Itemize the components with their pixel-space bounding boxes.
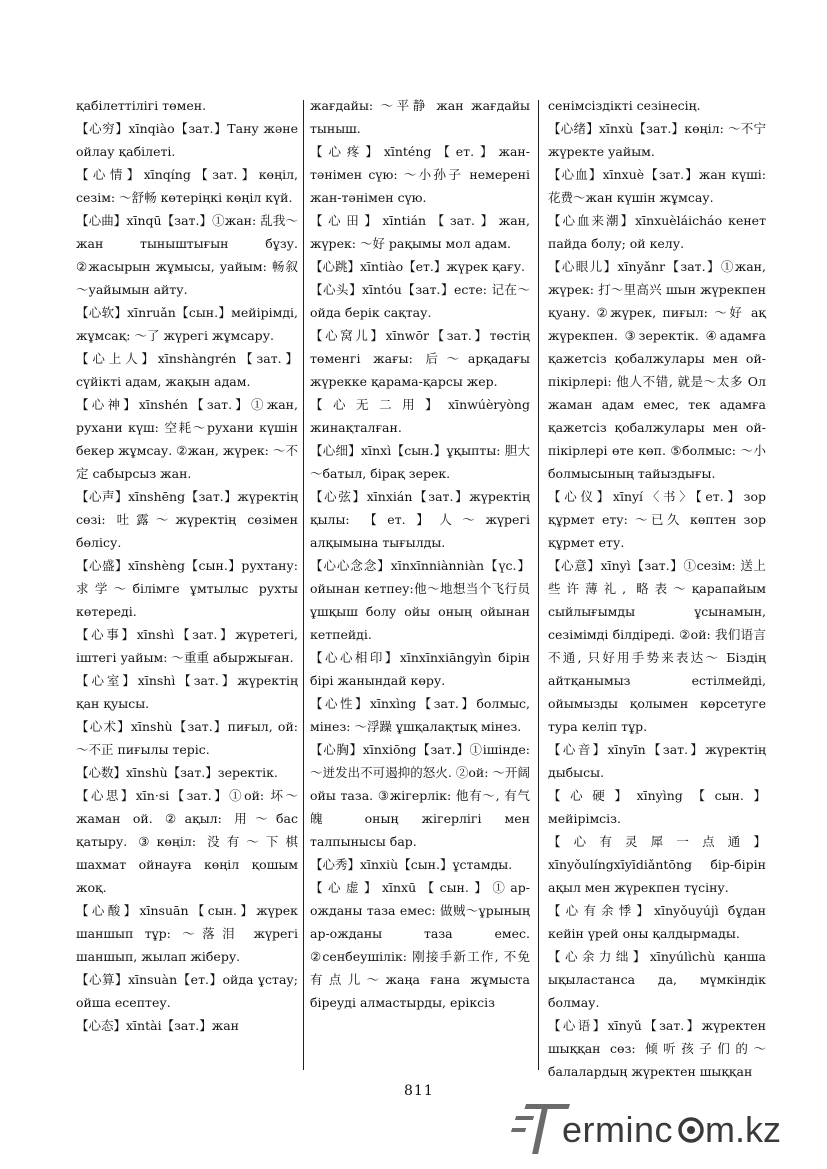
dictionary-entry: 【心性】xīnxìng【зат.】болмыс, мінез: ～浮躁 ұшқалақтық мінез.	[310, 696, 530, 734]
dictionary-entry: 【心窝儿】xīnwōr【зат.】төстің төменгі жағы: 后～арқадағы жүрекке қарама-қарсы жер.	[310, 328, 530, 389]
dictionary-entry: 【心绪】xīnxù【зат.】көңіл: ～不宁 жүректе уайым.	[548, 121, 766, 159]
dictionary-entry: қабілеттілігі төмен.	[76, 98, 207, 113]
dictionary-entry: 【心心念念】xīnxīnniànniàn【үс.】ойынан кетпеу:他～地想当个飞行员 ұшқыш болу ойы оның ойынан кетпейді.	[310, 558, 530, 642]
dictionary-entry: 【心血】xīnxuè【зат.】жан күші: 花费～жан күшін жұмсау.	[548, 167, 766, 205]
dictionary-entry: 【心虚】xīnxū【сын.】①ар-ожданы таза емес: 做贼～ұрының ар-ожданы таза емес. ②сенбеушілік: 刚接手新工作, 不免有点儿～жаңа ғана жұмыста біреуді алмастырды, еріксіз	[310, 880, 530, 1010]
dictionary-entry: 【心仪】xīnyí〈书〉【ет.】зор құрмет ету: ～已久 көптен зор құрмет ету.	[548, 489, 766, 550]
svg-text:erminc: erminc	[562, 1109, 674, 1150]
dictionary-entry: 【心跳】xīntiào【ет.】жүрек қағу.	[310, 259, 526, 274]
column-divider	[538, 100, 539, 1070]
dictionary-entry: 【心盛】xīnshèng【сын.】рухтану: 求学～білімге ұмтылыс рухты көтереді.	[76, 558, 298, 619]
svg-text:m.kz: m.kz	[705, 1109, 781, 1150]
dictionary-entry: 【心音】xīnyīn【зат.】жүректің дыбысы.	[548, 742, 766, 780]
dictionary-entry: 【心穷】xīnqiào【зат.】Тану және ойлау қабілеті.	[76, 121, 298, 159]
dictionary-entry: 【心思】xīn·si【зат.】①ой: 坏～жаман ой. ②ақыл: 用～бас қатыру. ③көңіл: 没有～下棋 шахмат ойнауға көңіл қошым жоқ.	[76, 788, 298, 895]
dictionary-entry: 【心无二用】xīnwúèryòng жинақталған.	[310, 397, 530, 435]
dictionary-entry: 【心情】xīnqíng【зат.】көңіл, сезім: ～舒畅 көтеріңкі көңіл күй.	[76, 167, 298, 205]
dictionary-entry: 【心声】xīnshēng【зат.】жүректің сөзі: 吐露～жүректің сөзімен бөлісу.	[76, 489, 298, 550]
column-divider	[303, 100, 304, 1070]
dictionary-entry: 【心语】xīnyǔ【зат.】жүректен шыққан сөз: 倾听孩子们的～балалардың жүректен шыққан	[548, 1018, 766, 1079]
dictionary-entry: 【心酸】xīnsuān【сын.】жүрек шаншып тұр: ～落泪 жүрегі шаншып, жылап жіберу.	[76, 903, 298, 964]
dictionary-entry: 【心数】xīnshù【зат.】зеректік.	[76, 765, 278, 780]
dictionary-entry: 【心曲】xīnqū【зат.】①жан: 乱我～жан тыныштығын бұзу. ②жасырын жұмысы, уайым: 畅叙～уайымын айту.	[76, 213, 298, 297]
dictionary-entry: 【心室】xīnshì【зат.】жүректің қан қуысы.	[76, 673, 298, 711]
dictionary-entry: 【心弦】xīnxián【зат.】жүректің қылы: 【ет.】人～жүрегі алқымына тығылды.	[310, 489, 530, 550]
dictionary-entry: 【心硬】xīnyìng【сын.】мейірімсіз.	[548, 788, 766, 826]
dictionary-entry: 【心血来潮】xīnxuèláicháo кенет пайда болу; ой келу.	[548, 213, 766, 251]
page-number: 811	[404, 1083, 434, 1099]
dictionary-entry: 【心神】xīnshén【зат.】①жан, рухани күш: 空耗～рухани күшін бекер жұмсау. ②жан, жүрек: ～不定 сабырсыз жан.	[76, 397, 298, 481]
termincom-logo	[522, 1098, 812, 1160]
dictionary-entry: 【心头】xīntóu【зат.】есте: 记在～ойда берік сақтау.	[310, 282, 530, 320]
dictionary-entry: 【心有灵犀一点通】xīnyǒulíngxīyīdiǎntōng бір-бірін ақыл мен жүрекпен түсіну.	[548, 834, 766, 895]
dictionary-entry: 【心田】xīntián【зат.】жан, жүрек: ～好 рақымы мол адам.	[310, 213, 530, 251]
dictionary-entry: 【心事】xīnshì【зат.】жүретегі, іштегі уайым: ～重重 абыржыған.	[76, 627, 298, 665]
dictionary-entry: 【心余力绌】xīnyúlìchù қанша ықыластанса да, мүмкіндік болмау.	[548, 949, 766, 1010]
dictionary-entry: сенімсіздікті сезінесің.	[548, 98, 701, 113]
dictionary-entry: 【心疼】xīnténg【ет.】жан-тәнімен сүю: ～小孙子 немерені жан-тәнімен сүю.	[310, 144, 530, 205]
dictionary-entry: 【心意】xīnyì【зат.】①сезім: 送上些许薄礼, 略表～қарапайым сыйлығымды ұсынамын, сезімімді білдіреді. ②ой: 我们语言不通, 只好用手势来表达～ Біздің айтқанымыз естілмейді, ойымызды қолымен көрсетуге тура келіп тұр.	[548, 558, 766, 734]
dictionary-entry: 【心有余悸】xīnyǒuyújì бұдан кейін үрей оны қалдырмады.	[548, 903, 766, 941]
dictionary-entry: 【心术】xīnshù【зат.】пиғыл, ой: ～不正 пиғылы теріс.	[76, 719, 298, 757]
dictionary-entry: 【心秀】xīnxiù【сын.】ұстамды.	[310, 857, 513, 872]
dictionary-entry: 【心软】xīnruǎn【сын.】мейірімді, жұмсақ: ～了 жүрегі жұмсару.	[76, 305, 298, 343]
dictionary-page	[68, 94, 768, 1079]
dictionary-entry: 【心胸】xīnxiōng【зат.】①ішінде: ～迸发出不可遏抑的怒火. ②ой: ～开阔 ойы таза. ③жігерлік: 他有～, 有气魄 оның жігерлігі мен талпынысы бар.	[310, 742, 530, 849]
dictionary-entry: 【心算】xīnsuàn【ет.】ойда ұстау; ойша есептеу.	[76, 972, 298, 1010]
column-middle	[310, 94, 530, 1070]
dictionary-entry: 【心上人】xīnshàngrén【зат.】сүйікті адам, жақын адам.	[76, 351, 298, 389]
column-left	[76, 94, 298, 1070]
column-right	[548, 94, 766, 1079]
dictionary-entry: 【心细】xīnxì【сын.】ұқыпты: 胆大～батыл, бірақ зерек.	[310, 443, 530, 481]
dictionary-entry: 【心心相印】xīnxīnxiāngyìn бірін бірі жанындай көру.	[310, 650, 530, 688]
dictionary-entry: жағдайы: ～平静 жан жағдайы тыныш.	[310, 98, 530, 136]
dictionary-entry: 【心态】xīntài【зат.】жан	[76, 1018, 240, 1033]
dictionary-entry: 【心眼儿】xīnyǎnr【зат.】①жан, жүрек: 打～里高兴 шын жүрекпен қуану. ②жүрек, пиғыл: ～好 ақ жүрекпен. ③зеректік. ④адамға қажетсіз қобалжулары мен ой-пікірлері: 他人不错, 就是～太多 Ол жаман адам емес, тек адамға қажетсіз қобалжулары мен ой-пікірлері өте көп. ⑤болмыс: ～小 болмысының тайыздығы.	[548, 259, 766, 481]
